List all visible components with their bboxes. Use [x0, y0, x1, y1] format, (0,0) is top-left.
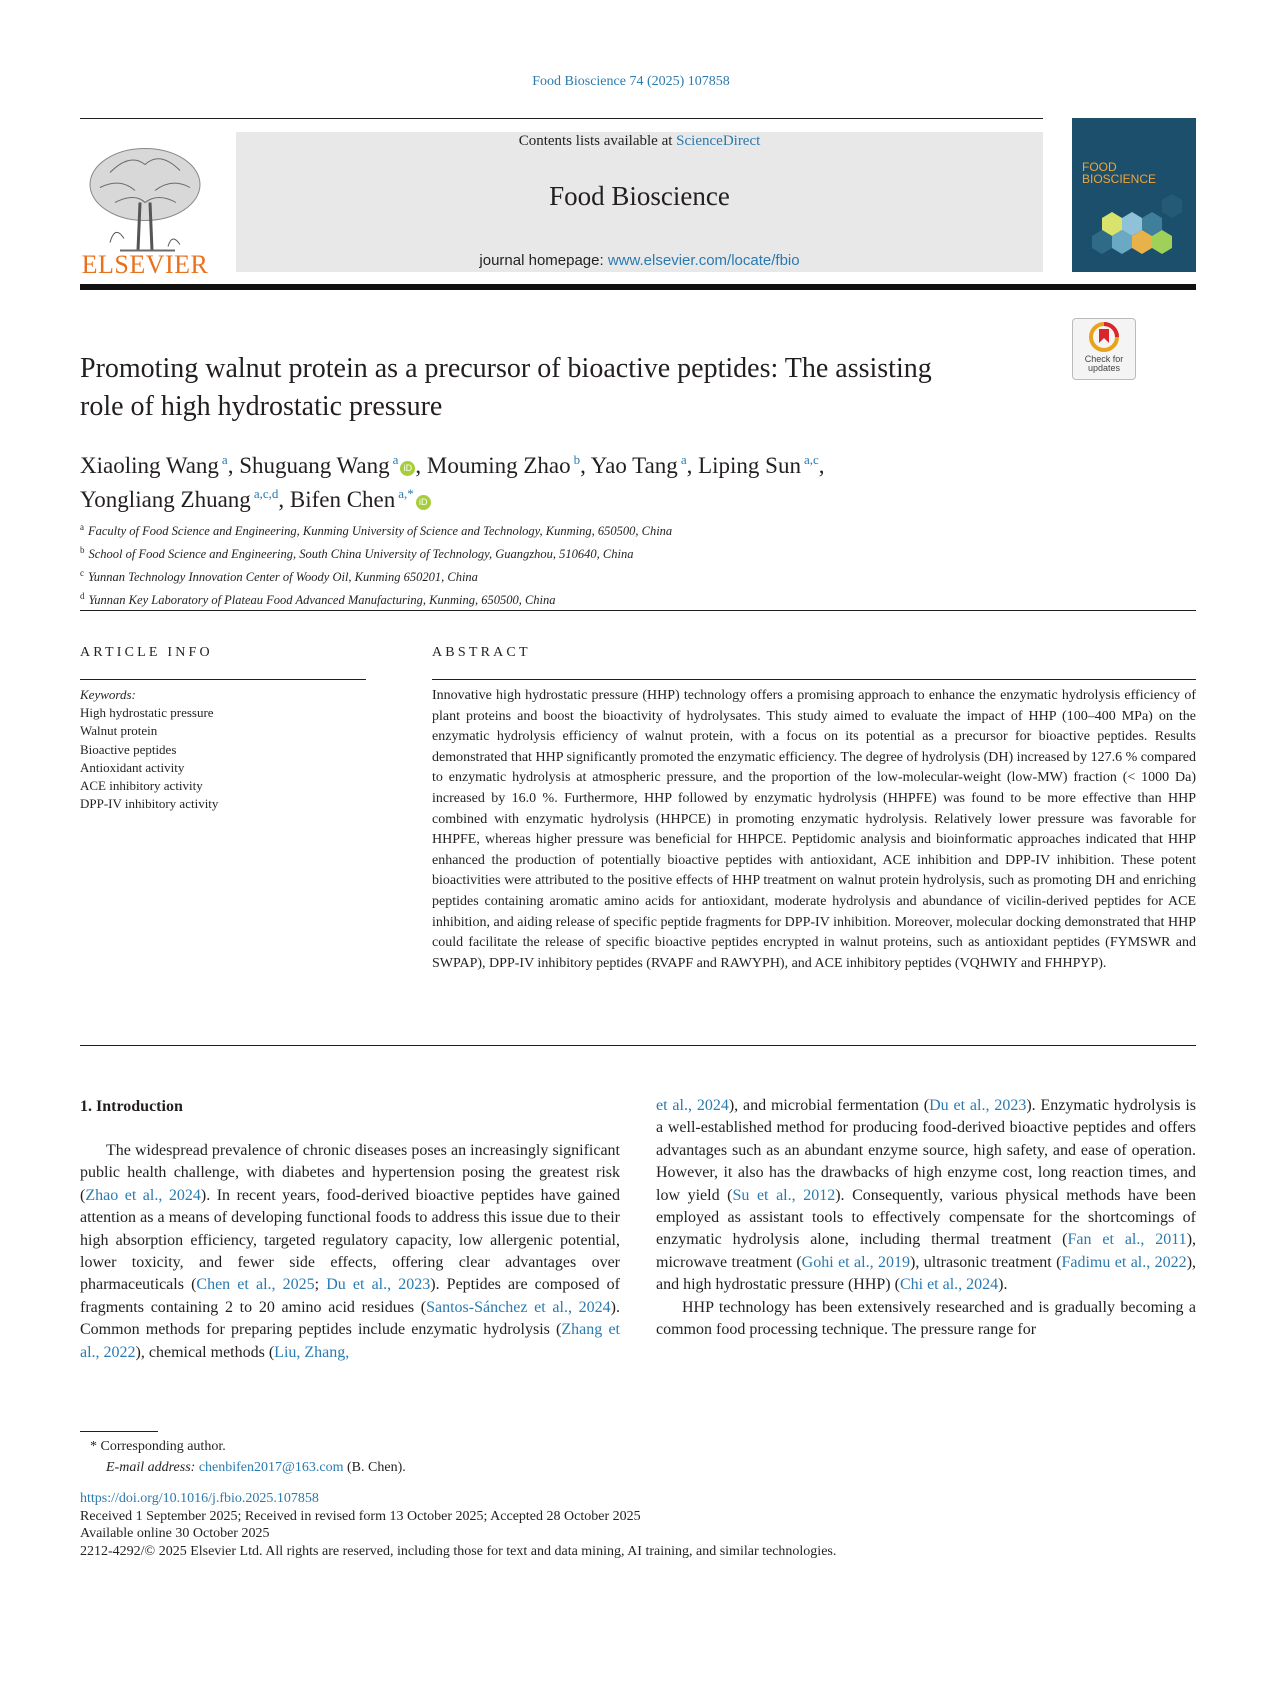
keyword: Antioxidant activity	[80, 759, 185, 775]
body-text: ). Common methods for preparing peptides include enzymatic hydrolysis (	[80, 1298, 620, 1339]
author-separator: ,	[227, 453, 240, 478]
intro-paragraph	[656, 1095, 1196, 1297]
publisher-logo-text: ELSEVIER	[81, 250, 209, 279]
citation-link[interactable]: Du et al., 2023	[326, 1276, 431, 1294]
abstract-text: Innovative high hydrostatic pressure (HHP) technology offers a promising approach to enhance the enzymatic hydrolysis efficiency of plant proteins and boost the bioactivity of hydrolysates. This study aimed to evaluate the impact of HHP (100–400 MPa) on the enzymatic hydrolysis efficiency of walnut protein, with a focus on its potential as a precursor for bioactive peptides. Results demonstrated that HHP significantly promoted the enzymatic efficiency. The degree of hydrolysis (DH) increased by 127.6 % compared to enzymatic hydrolysis at atmospheric pressure, and the proportion of the low-molecular-weight (low-MW) fraction (< 1000 Da) increased by 16.0 %. Furthermore, HHP followed by enzymatic hydrolysis (HHPFE) was found to be more effective than HHP combined with enzymatic hydrolysis (HHPCE) in promoting enzymatic hydrolysis. Relatively lower pressure was favorable for HHPFE, whereas higher pressure was beneficial for HHPCE. Peptidomic analysis and bioinformatic approaches indicated that HHP enhanced the production of potentially bioactive peptides with antioxidant, ACE inhibition and DPP-IV inhibition. These potent bioactivities were attributed to the positive effects of HHP treatment on walnut protein hydrolysis, such as promoting DH and enriching peptides containing aromatic amino acids for antioxidant, moderate hydrolysis and abundance of vicilin-derived peptides for ACE inhibition, and aiding release of specific peptide fragments for DPP-IV inhibition. Moreover, molecular docking demonstrated that HHP could facilitate the release of specific bioactive peptides encrypted in walnut proteins, such as antioxidant peptides (FYMSWR and SWPAP), DPP-IV inhibitory peptides (RVAPF and RAWYPH), and ACE inhibitory peptides (VQHWIY and FHHPYP).	[432, 688, 1196, 971]
affiliation-key: d	[80, 591, 85, 602]
citation-link[interactable]: Liu, Zhang,	[274, 1343, 350, 1361]
citation-link[interactable]: Zhang et al., 2022	[80, 1321, 620, 1361]
section-heading-introduction: 1. Introduction	[80, 1098, 183, 1115]
intro-right-column	[656, 1095, 1196, 1341]
author-separator: ,	[580, 453, 591, 478]
author-list	[80, 446, 1080, 514]
author-name[interactable]: Yao Tang	[590, 453, 678, 478]
title-line: role of high hydrostatic pressure	[80, 391, 443, 422]
author-name[interactable]: Xiaoling Wang	[80, 453, 219, 478]
affiliation-key: a	[80, 522, 84, 532]
citation-link[interactable]: Gohi et al., 2019	[801, 1253, 911, 1271]
author-name[interactable]: Bifen Chen	[289, 487, 396, 512]
cover-title-line: FOOD	[1082, 160, 1117, 174]
author-separator: ,	[818, 453, 825, 478]
intro-paragraph: HHP technology has been extensively researched and is gradually becoming a common food processing technique. The pressure range for	[656, 1298, 1196, 1339]
affiliation-text: Faculty of Food Science and Engineering, Kunming University of Science and Technology, Kunming, 650500, China	[88, 524, 673, 539]
citation-link[interactable]: Santos-Sánchez et al., 2024	[426, 1298, 611, 1316]
contents-line	[236, 133, 1043, 150]
keywords-label: Keywords:	[80, 687, 136, 702]
cover-title-line: BIOSCIENCE	[1082, 172, 1157, 186]
cover-hexagons	[1072, 118, 1196, 272]
article-metadata	[80, 1490, 836, 1560]
citation-link[interactable]: Du et al., 2023	[929, 1097, 1027, 1114]
contents-prefix: Contents lists available at	[518, 133, 673, 149]
citation-link[interactable]: Su et al., 2012	[732, 1186, 836, 1204]
check-for-updates-icon	[1073, 319, 1135, 355]
section-rule	[80, 610, 1196, 611]
affiliation	[80, 541, 1080, 564]
article-title	[80, 350, 1060, 426]
doi-link[interactable]: https://doi.org/10.1016/j.fbio.2025.107858	[80, 1491, 319, 1506]
author-affiliation-marker[interactable]: a,*	[398, 486, 414, 501]
keyword: ACE inhibitory activity	[80, 778, 203, 794]
citation-link[interactable]: Chen et al., 2025	[196, 1276, 315, 1294]
homepage-prefix: journal homepage:	[479, 252, 604, 269]
homepage-link[interactable]: www.elsevier.com/locate/fbio	[607, 252, 800, 269]
corresponding-author-note: * Corresponding author.	[90, 1439, 226, 1454]
journal-reference[interactable]: Food Bioscience 74 (2025) 107858	[532, 74, 730, 89]
affiliation	[80, 518, 1080, 541]
citation-link[interactable]: et al., 2024	[656, 1097, 729, 1114]
citation-link[interactable]: Zhao et al., 2024	[85, 1186, 201, 1204]
affiliation	[80, 564, 1080, 587]
abstract-rule	[432, 679, 1196, 680]
copyright-line: 2212-4292/© 2025 Elsevier Ltd. All rights are reserved, including those for text and data mining, AI training, and similar technologies.	[80, 1543, 837, 1559]
author-separator: ,	[278, 487, 290, 512]
affiliation-text: Yunnan Technology Innovation Center of Woody Oil, Kunming 650201, China	[88, 570, 478, 585]
citation-link[interactable]: Fan et al., 2011	[1067, 1231, 1187, 1249]
online-date: Available online 30 October 2025	[80, 1526, 270, 1541]
keyword: DPP-IV inhibitory activity	[80, 796, 219, 812]
author-name[interactable]: Yongliang Zhuang	[80, 487, 251, 512]
body-text: ).	[998, 1276, 1008, 1294]
body-text: ), chemical methods (	[135, 1343, 275, 1361]
check-for-updates-label	[1072, 355, 1136, 373]
affiliation-text: Yunnan Key Laboratory of Plateau Food Advanced Manufacturing, Kunming, 650500, China	[88, 593, 556, 608]
citation-link[interactable]: Fadimu et al., 2022	[1061, 1253, 1187, 1271]
affiliation-key: b	[80, 545, 85, 556]
author-affiliation-marker[interactable]: a	[221, 452, 228, 467]
body-text: ). Peptides are composed of fragments containing 2 to 20 amino acid residues (	[80, 1276, 620, 1316]
email-suffix: (B. Chen).	[343, 1459, 406, 1475]
intro-paragraph	[80, 1140, 620, 1364]
intro-left-column	[80, 1140, 620, 1364]
orcid-icon[interactable]: iD	[416, 495, 431, 510]
email-line	[90, 1458, 406, 1479]
citation-link[interactable]: Chi et al., 2024	[899, 1276, 999, 1294]
author-separator: ,	[415, 453, 427, 478]
footnote-rule	[80, 1431, 158, 1432]
body-text: ), microwave treatment (	[656, 1231, 1197, 1271]
header-rule	[80, 118, 1043, 119]
author-name[interactable]: Shuguang Wang	[239, 453, 390, 478]
author-name[interactable]: Mouming Zhao	[426, 453, 571, 478]
article-info-heading: ARTICLE INFO	[80, 645, 213, 660]
body-text: ), and high hydrostatic pressure (HHP) (	[656, 1253, 1197, 1294]
cfu-line: updates	[1087, 363, 1121, 373]
journal-name: Food Bioscience	[549, 181, 730, 211]
cover-title	[1082, 161, 1156, 185]
homepage-line	[236, 252, 1043, 269]
author-affiliation-marker[interactable]: a	[392, 452, 399, 467]
section-rule	[80, 1045, 1196, 1046]
body-text: The widespread prevalence of chronic diseases poses an increasingly significant public health challenge, with diabetes and hypertension posing the greatest risk (	[80, 1142, 620, 1204]
author-name[interactable]: Liping Sun	[698, 453, 801, 478]
history-dates: Received 1 September 2025; Received in revised form 13 October 2025; Accepted 28 October 2025	[80, 1508, 641, 1524]
keyword: Bioactive peptides	[80, 741, 177, 757]
orcid-icon[interactable]: iD	[400, 461, 415, 476]
body-text: ). Enzymatic hydrolysis is a well-established method for producing food-derived bioactive peptides and offers advantages such as an abundant enzyme source, high safety, and ease of operation. However, it also has the drawbacks of high enzyme cost, long reaction times, and low yield (	[656, 1097, 1197, 1204]
author-affiliation-marker[interactable]: a,c,d	[253, 486, 279, 501]
article-info-rule	[80, 679, 366, 680]
author-affiliation-marker[interactable]: a	[680, 452, 687, 467]
title-line: Promoting walnut protein as a precursor of bioactive peptides: The assisting	[80, 353, 932, 384]
author-affiliation-marker[interactable]: b	[573, 452, 581, 467]
body-text: ;	[314, 1276, 327, 1294]
affiliation-key: c	[80, 568, 84, 579]
header-thick-rule	[80, 284, 1196, 290]
affiliation-text: School of Food Science and Engineering, South China University of Technology, Guangzhou, 510640, China	[88, 547, 634, 562]
keywords-block	[80, 686, 366, 813]
cfu-line: Check for	[1084, 354, 1124, 364]
affiliation-list	[80, 518, 1080, 611]
journal-cover[interactable]	[1072, 118, 1196, 272]
email-link[interactable]: chenbifen2017@163.com	[198, 1459, 344, 1475]
author-separator: ,	[686, 453, 699, 478]
author-affiliation-marker[interactable]: a,c	[803, 452, 819, 467]
email-label: E-mail address:	[106, 1459, 196, 1475]
body-text: ). In recent years, food-derived bioactive peptides have gained attention as a means of developing functional foods to address this issue due to their high absorption efficiency, targeted regulatory capacity, low allergenic potential, lower toxicity, and fewer side effects, offering clear advantages over pharmaceuticals (	[80, 1186, 621, 1294]
footnote	[90, 1437, 406, 1478]
body-text: ), ultrasonic treatment (	[910, 1253, 1062, 1271]
keyword: High hydrostatic pressure	[80, 705, 214, 721]
keyword: Walnut protein	[80, 723, 158, 739]
sciencedirect-link[interactable]: ScienceDirect	[676, 133, 761, 149]
body-text: ), and microbial fermentation (	[728, 1097, 930, 1114]
abstract-heading: ABSTRACT	[432, 645, 531, 660]
body-text: ). Consequently, various physical methods have been employed as assistant tools to effectively compensate for the shortcomings of enzymatic hydrolysis alone, including thermal treatment (	[656, 1186, 1197, 1249]
affiliation	[80, 587, 1080, 610]
